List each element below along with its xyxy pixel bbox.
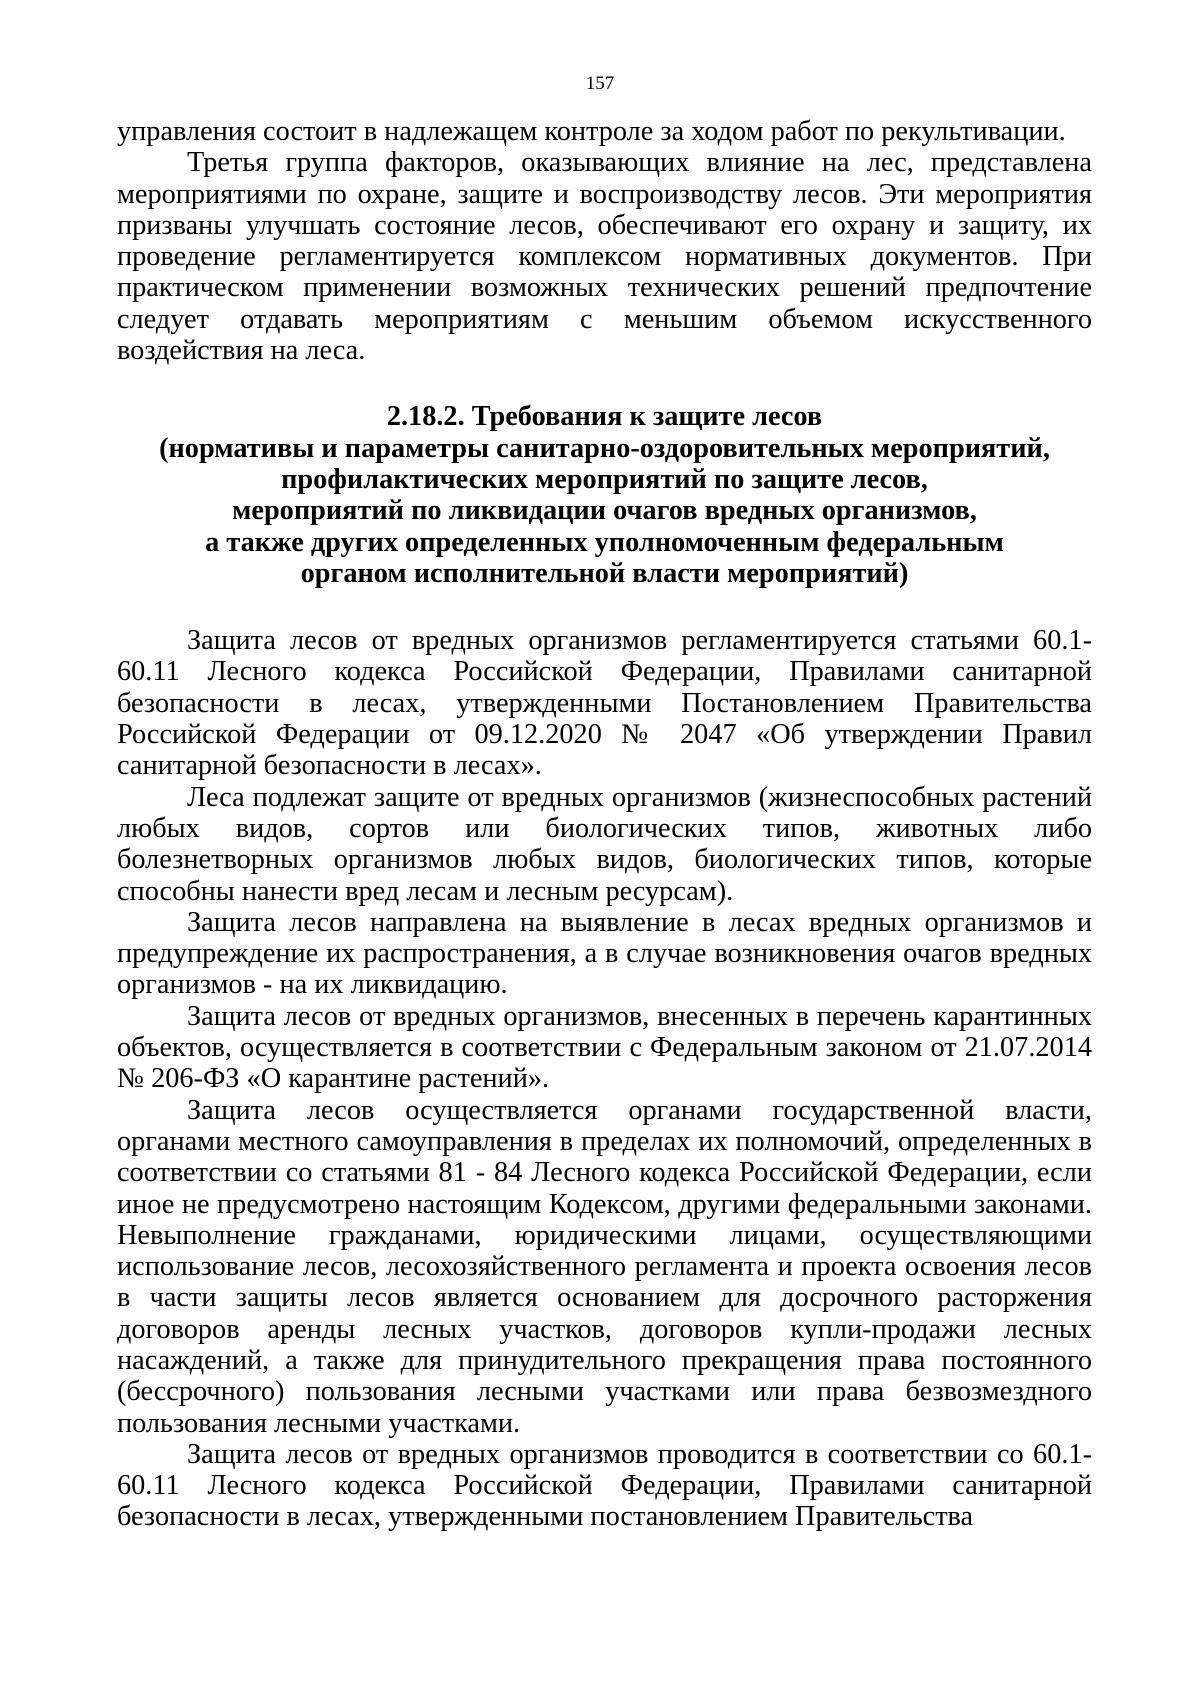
continued-paragraph: управления состоит в надлежащем контроле за ходом работ по рекультивации. xyxy=(117,116,1066,147)
section-heading-title: 2.18.2. Требования к защите лесов xyxy=(386,401,823,433)
paragraph: Леса подлежат защите от вредных организмов (жизнеспособных растений любых видов, сортов или биологических типов, животных либо болезнетворных организмов любых видов, биологических типов, которые способны нанести вред лесам и лесным ресурсам). xyxy=(117,781,1092,907)
paragraph: Защита лесов направлена на выявление в лесах вредных организмов и предупреждение их распространения, а в случае возникновения очагов вредных организмов - на их ликвидацию. xyxy=(117,906,1092,1001)
page-number: 157 xyxy=(585,73,615,94)
paragraph: Защита лесов от вредных организмов, внесенных в перечень карантинных объектов, осуществляется в соответствии с Федеральным законом от 21.07.2014 № 206-ФЗ «О карантине растений». xyxy=(117,1000,1092,1095)
section-heading xyxy=(117,401,1092,589)
section-heading-line: (нормативы и параметры санитарно-оздоровительных мероприятий, xyxy=(159,432,1050,464)
section-heading-line: мероприятий по ликвидации очагов вредных организмов, xyxy=(232,495,977,527)
section-heading-line: органом исполнительной власти мероприятий) xyxy=(300,557,909,589)
section-heading-line: а также других определенных уполномоченным федеральным xyxy=(205,526,1004,558)
section-heading-line: профилактических мероприятий по защите лесов, xyxy=(281,463,928,495)
paragraph: Защита лесов осуществляется органами государственной власти, органами местного самоуправления в пределах их полномочий, определенных в соответствии со статьями 81 - 84 Лесного кодекса Российской Федерации, если иное не предусмотрено настоящим Кодексом, другими федеральными законами. Невыполнение гражданами, юридическими лицами, осуществляющими использование лесов, лесохозяйственного регламента и проекта освоения лесов в части защиты лесов является основанием для досрочного расторжения договоров аренды лесных участков, договоров купли-продажи лесных насаждений, а также для принудительного прекращения права постоянного (бессрочного) пользования лесными участками или права безвозмездного пользования лесными участками. xyxy=(117,1094,1092,1439)
paragraph: Защита лесов от вредных организмов регламентируется статьями 60.1-60.11 Лесного кодекса Российской Федерации, Правилами санитарной безопасности в лесах, утвержденными Постановлением Правительства Российской Федерации от 09.12.2020 № 2047 «Об утверждении Правил санитарной безопасности в лесах». xyxy=(117,625,1092,782)
paragraph: Защита лесов от вредных организмов проводится в соответствии со 60.1-60.11 Лесного кодекса Российской Федерации, Правилами санитарной безопасности в лесах, утвержденными постановлением Правительства xyxy=(117,1438,1092,1533)
paragraph: Третья группа факторов, оказывающих влияние на лес, представлена мероприятиями по охране, защите и воспроизводству лесов. Эти мероприятия призваны улучшать состояние лесов, обеспечивают его охрану и защиту, их проведение регламентируется комплексом нормативных документов. При практическом применении возможных технических решений предпочтение следует отдавать мероприятиям с меньшим объемом искусственного воздействия на леса. xyxy=(117,147,1092,367)
document-body xyxy=(117,116,1092,1533)
